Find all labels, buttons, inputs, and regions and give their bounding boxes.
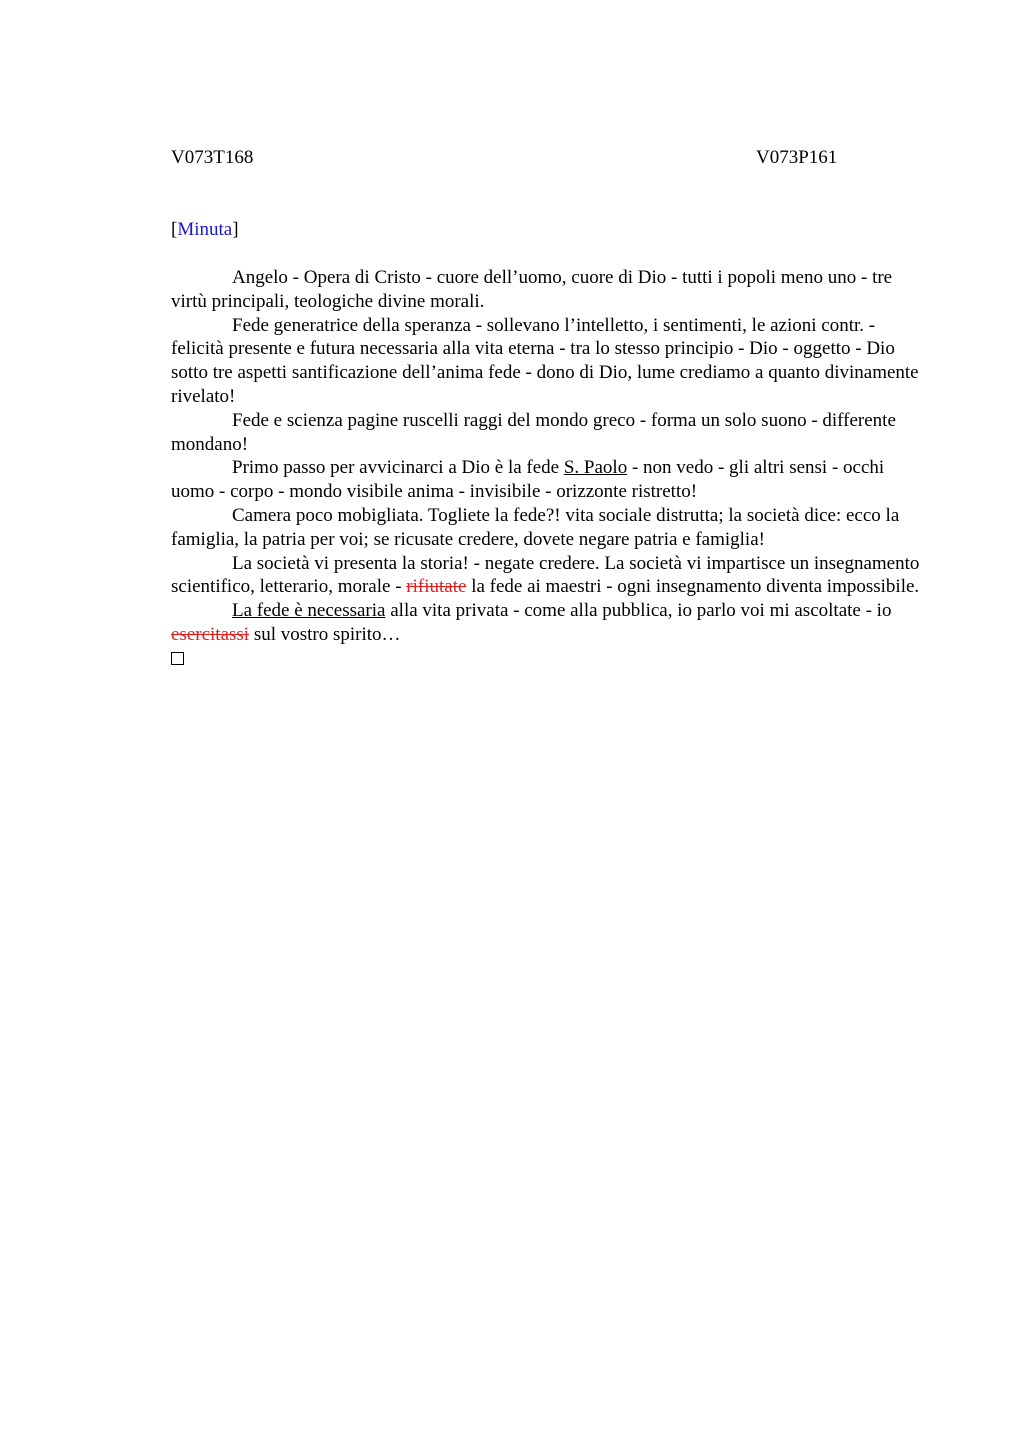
paragraph-7: [171, 599, 929, 647]
checkbox-square-icon: [171, 652, 184, 665]
paragraph-6-text-a: La società vi presenta la storia! - negate credere. La società vi impartisce un insegnamento scientifico, letterario, morale -: [171, 552, 920, 598]
paragraph-3: Fede e scienza pagine ruscelli raggi del mondo greco - forma un solo suono - differente mondano!: [171, 409, 896, 455]
open-bracket: [: [171, 219, 178, 240]
paragraph-4-text-b: - non vedo - gli altri sensi - occhi uomo - corpo - mondo visibile anima - invisibile - orizzonte ristretto!: [171, 457, 885, 503]
close-bracket: ]: [232, 219, 239, 240]
document-code-right: V073P161: [756, 147, 838, 168]
underlined-la-fede: La fede è necessaria: [232, 600, 386, 622]
paragraph-6-text-b: la fede ai maestri - ogni insegnamento diventa impossibile.: [466, 576, 920, 598]
document-code-left: V073T168: [171, 147, 254, 168]
section-label: [171, 218, 239, 242]
document-body: [171, 266, 929, 672]
struck-word-esercitassi: esercitassi: [171, 623, 250, 645]
struck-word-rifiutate: rifiutate: [406, 576, 467, 598]
end-marker: [171, 647, 929, 672]
paragraph-5: Camera poco mobigliata. Togliete la fede?! vita sociale distrutta; la società dice: ecco la famiglia, la patria per voi; se ricusate credere, dovete negare patria e famiglia!: [171, 504, 900, 550]
paragraph-4-text-a: Primo passo per avvicinarci a Dio è la fede: [232, 457, 564, 479]
paragraph-1: Angelo - Opera di Cristo - cuore dell’uomo, cuore di Dio - tutti i popoli meno uno - tre virtù principali, teologiche divine morali.: [171, 267, 893, 312]
paragraph-6: [171, 552, 929, 600]
underlined-s-paolo: S. Paolo: [563, 457, 628, 479]
paragraph-7-text-a: alla vita privata - come alla pubblica, io parlo voi mi ascoltate - io: [385, 600, 892, 622]
paragraph-7-text-b: sul vostro spirito…: [249, 623, 401, 645]
paragraph-2: Fede generatrice della speranza - sollevano l’intelletto, i sentimenti, le azioni contr. - felicità presente e futura necessaria alla vita eterna - tra lo stesso principio - Dio - oggetto - Dio sotto tre aspetti santificazione dell’anima fede - dono di Dio, lume crediamo a quanto divinamente rivelato!: [171, 314, 919, 407]
paragraph-4: [171, 456, 929, 504]
minuta-label: Minuta: [177, 219, 233, 240]
